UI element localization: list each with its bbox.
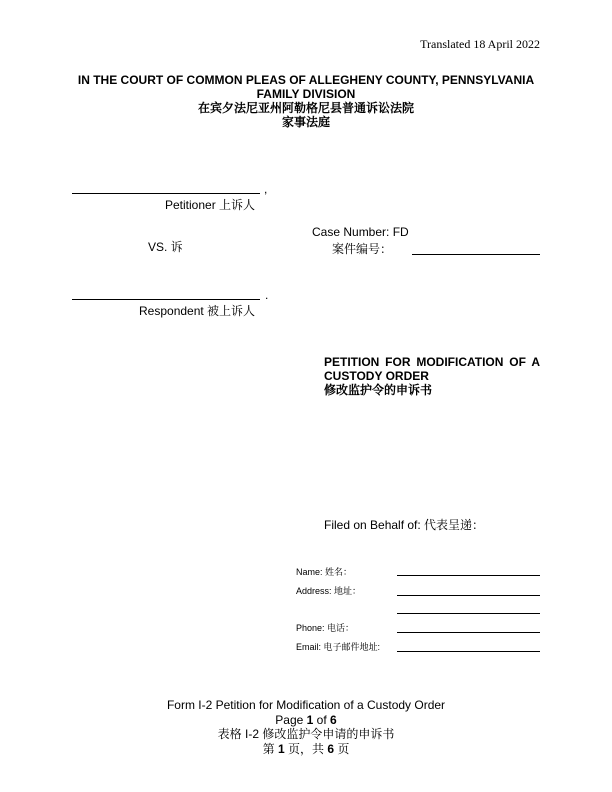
footer-page-number-zh: 第 1 页，共 6 页 <box>262 741 350 756</box>
document-title-line1: PETITION FOR MODIFICATION OF A <box>324 355 540 369</box>
petitioner-label: Petitioner 上诉人 <box>165 198 256 212</box>
address-line-2[interactable] <box>397 613 540 614</box>
email-line[interactable] <box>397 651 540 652</box>
page-footer <box>0 698 612 756</box>
footer-form-title-zh: 表格 I-2 修改监护令申请的申诉书 <box>217 727 395 741</box>
document-title-zh: 修改监护令的申诉书 <box>324 383 433 397</box>
respondent-label: Respondent 被上诉人 <box>139 304 256 318</box>
petitioner-name-line[interactable] <box>72 193 260 194</box>
footer-page-number: Page 1 of 6 <box>275 712 337 727</box>
translation-date: Translated 18 April 2022 <box>420 37 540 51</box>
respondent-name-line[interactable] <box>72 299 260 300</box>
case-number-label-zh: 案件编号： <box>332 242 393 256</box>
name-label: Name: 姓名： <box>296 567 353 577</box>
petitioner-comma: , <box>264 182 268 196</box>
address-line-1[interactable] <box>397 595 540 596</box>
document-title-line2: CUSTODY ORDER <box>324 369 429 383</box>
case-number-line[interactable] <box>412 254 540 255</box>
respondent-period: . <box>265 288 269 302</box>
phone-label: Phone: 电话： <box>296 623 355 633</box>
court-name: IN THE COURT OF COMMON PLEAS OF ALLEGHENY COUNTY, PENNSYLVANIA <box>77 73 535 87</box>
case-number-label: Case Number: FD <box>312 225 409 239</box>
email-label: Email: 电子邮件地址: <box>296 642 381 652</box>
court-division: FAMILY DIVISION <box>256 87 356 101</box>
court-heading <box>0 73 612 129</box>
footer-form-title: Form I-2 Petition for Modification of a Custody Order <box>166 698 446 712</box>
address-label: Address: 地址： <box>296 586 362 596</box>
document-title <box>324 355 540 397</box>
court-division-zh: 家事法庭 <box>281 115 330 129</box>
vs-label: VS. 诉 <box>148 240 183 254</box>
phone-line[interactable] <box>397 632 540 633</box>
filed-on-behalf-label: Filed on Behalf of: 代表呈递： <box>324 518 485 532</box>
name-line[interactable] <box>397 575 540 576</box>
court-name-zh: 在宾夕法尼亚州阿勒格尼县普通诉讼法院 <box>197 101 414 115</box>
